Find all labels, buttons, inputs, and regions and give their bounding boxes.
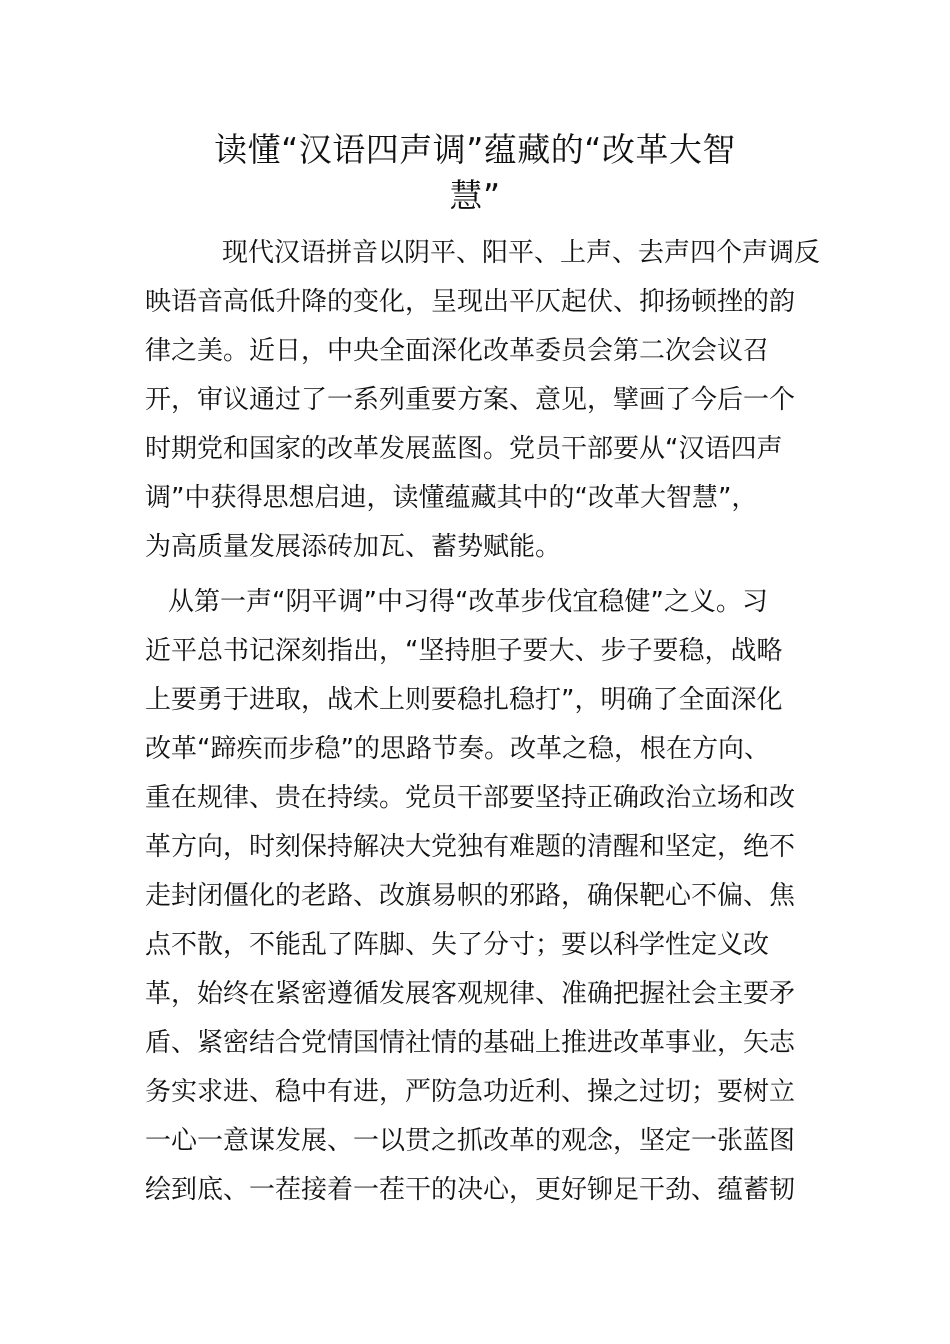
- paragraph-line: 现代汉语拼音以阴平、阳平、上声、去声四个声调反: [222, 238, 821, 268]
- paragraph-line: 一心一意谋发展、一以贯之抓改革的观念，坚定一张蓝图: [145, 1126, 796, 1156]
- paragraph-line: 革，始终在紧密遵循发展客观规律、准确把握社会主要矛: [145, 979, 796, 1009]
- paragraph-line: 改革“蹄疾而步稳”的思路节奏。改革之稳，根在方向、: [145, 734, 770, 764]
- paragraph-line: 盾、紧密结合党情国情社情的基础上推进改革事业，矢志: [145, 1028, 796, 1058]
- paragraph-line: 开，审议通过了一系列重要方案、意见，擘画了今后一个: [145, 385, 796, 415]
- paragraph-line: 为高质量发展添砖加瓦、蓄势赋能。: [145, 532, 562, 562]
- paragraph-line: 近平总书记深刻指出，“坚持胆子要大、步子要稳，战略: [145, 636, 783, 666]
- paragraph-line: 上要勇于进取，战术上则要稳扎稳打”，明确了全面深化: [145, 685, 783, 715]
- document-title: [145, 127, 805, 219]
- paragraph-line: 务实求进、稳中有进，严防急功近利、操之过切；要树立: [145, 1077, 796, 1107]
- title-line: 读懂“汉语四声调”蕴藏的“改革大智: [214, 130, 736, 169]
- title-line: 慧”: [449, 176, 501, 215]
- paragraph-line: 律之美。近日，中央全面深化改革委员会第二次会议召: [145, 336, 770, 366]
- paragraph-line: 走封闭僵化的老路、改旗易帜的邪路，确保靶心不偏、焦: [145, 881, 796, 911]
- paragraph-line: 时期党和国家的改革发展蓝图。党员干部要从“汉语四声: [145, 434, 783, 464]
- paragraph-line: 革方向，时刻保持解决大党独有难题的清醒和坚定，绝不: [145, 832, 796, 862]
- paragraph-line: 调”中获得思想启迪，读懂蕴藏其中的“改革大智慧”，: [145, 483, 758, 513]
- paragraph-line: 从第一声“阴平调”中习得“改革步伐宜稳健”之义。习: [168, 587, 768, 617]
- paragraph-line: 绘到底、一茬接着一茬干的决心，更好铆足干劲、蕴蓄韧: [145, 1175, 796, 1205]
- paragraph-line: 点不散，不能乱了阵脚、失了分寸；要以科学性定义改: [145, 930, 770, 960]
- paragraph-line: 重在规律、贵在持续。党员干部要坚持正确政治立场和改: [145, 783, 796, 813]
- paragraph-line: 映语音高低升降的变化，呈现出平仄起伏、抑扬顿挫的韵: [145, 287, 796, 317]
